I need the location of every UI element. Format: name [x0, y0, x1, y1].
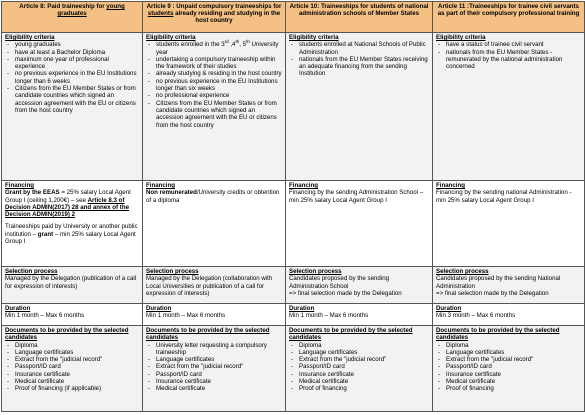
section-title: Eligibility criteria	[5, 34, 55, 41]
eligibility-row	[2, 33, 585, 181]
documents-cell-2	[143, 326, 286, 412]
header-article-10: Article 10: Traineeships for students of national administration schools of Member States	[286, 2, 433, 33]
list-item: - Extract from the "judicial record"	[446, 356, 581, 363]
list-item: - Proof of financing (if applicable)	[15, 385, 139, 392]
list-item: - Extract from the "judicial record"	[15, 356, 139, 363]
financing-text-university: Traineeships paid by University or another public institution – grant – min 25% salary Local Agent Group I	[5, 223, 138, 246]
documents-cell-1	[2, 326, 143, 412]
traineeship-comparison-document	[1, 1, 584, 414]
selection-cell-2	[143, 267, 286, 304]
list-item: - Proof of financing	[299, 385, 429, 392]
list-item: - Medical certificate	[156, 385, 282, 392]
duration-cell-3	[286, 304, 433, 326]
duration-cell-2	[143, 304, 286, 326]
section-title: Financing	[5, 182, 34, 189]
list-item: - Language certificates	[446, 349, 581, 356]
documents-list-3	[289, 342, 429, 393]
list-item: - Insurance certificate	[446, 371, 581, 378]
eligibility-list-2	[146, 41, 282, 129]
financing-cell-2	[143, 181, 286, 267]
header-article-11: Article 11 :Traineeships for trainee civil servants as part of their compulsory professional training	[433, 2, 585, 33]
financing-text: Financing by the sending Administration School – min 25% salary Local Agent Group I	[289, 189, 424, 204]
list-item: - Extract from the "judicial record"	[156, 363, 282, 370]
list-item: - undertaking a compulsory traineeship within the framework of their studies	[156, 56, 282, 71]
list-item: - Language certificates	[156, 356, 282, 363]
section-title: Financing	[436, 182, 465, 189]
documents-list-2	[146, 342, 282, 393]
eligibility-list-1	[5, 41, 139, 114]
list-item: - Proof of financing	[446, 385, 581, 392]
traineeship-table	[1, 1, 585, 412]
eligibility-cell-2	[143, 33, 286, 181]
financing-cell-4	[433, 181, 585, 267]
duration-text: Min 1 month – Max 6 months	[289, 312, 369, 320]
list-item: - Passport/ID card	[15, 363, 139, 370]
section-title: Duration	[289, 305, 315, 312]
financing-cell-1	[2, 181, 143, 267]
list-item: - Diploma	[299, 342, 429, 349]
eligibility-list-4	[436, 41, 581, 70]
selection-text: Candidates proposed by the sending Administration School	[289, 275, 390, 290]
eligibility-cell-3	[286, 33, 433, 181]
selection-text: Managed by the Delegation (collaboration with Local Universities or publication of a call for expression of interests)	[146, 275, 273, 297]
selection-cell-1	[2, 267, 143, 304]
duration-cell-4	[433, 304, 585, 326]
section-title: Documents to be provided by the selected candidates	[5, 327, 129, 342]
list-item: - young graduates	[15, 41, 139, 48]
documents-row	[2, 326, 585, 412]
financing-cell-3	[286, 181, 433, 267]
section-title: Duration	[436, 305, 462, 312]
eligibility-cell-1	[2, 33, 143, 181]
list-item: - no previous experience in the EU Institutions longer than six weeks	[156, 78, 282, 93]
selection-text-final: => final selection made by the Delegation	[289, 289, 402, 297]
header-row	[2, 2, 585, 33]
financing-text: Financing by the sending national Administration - min 25% salary Local Agent Group I	[436, 189, 572, 204]
list-item: - Citizens from the EU Member States or from candidate countries which signed an accession agreement with the EU or citizens from the host country	[15, 85, 139, 114]
section-title: Selection process	[5, 268, 58, 275]
selection-cell-4	[433, 267, 585, 304]
section-title: Selection process	[436, 268, 489, 275]
financing-row	[2, 181, 585, 267]
list-item: - Diploma	[446, 342, 581, 349]
list-item: - Medical certificate	[299, 378, 429, 385]
list-item: - Passport/ID card	[156, 371, 282, 378]
list-item: - Insurance certificate	[15, 371, 139, 378]
section-title: Financing	[289, 182, 318, 189]
header-article-8: Article 8: Paid traineeship for young graduates	[2, 2, 143, 33]
duration-row	[2, 304, 585, 326]
list-item: - Language certificates	[15, 349, 139, 356]
list-item: - no professional experience	[156, 92, 282, 99]
section-title: Financing	[146, 182, 175, 189]
list-item: - Passport/ID card	[446, 363, 581, 370]
section-title: Documents to be provided by the selected candidates	[436, 327, 560, 342]
section-title: Documents to be provided by the selected candidates	[289, 327, 413, 342]
list-item: - students enrolled at National Schools of Public Administration	[299, 41, 429, 56]
section-title: Documents to be provided by the selected candidates	[146, 327, 270, 342]
list-item: - Insurance certificate	[156, 378, 282, 385]
list-item: - Language certificates	[299, 349, 429, 356]
list-item: - no previous experience in the EU Institutions longer than 6 weeks	[15, 70, 139, 85]
financing-text: Non remunerated/University credits or obtention of a diploma	[146, 189, 280, 204]
list-item: - nationals from the EU Member States receiving an adequate financing from the sending Institution	[299, 56, 429, 78]
eligibility-list-3	[289, 41, 429, 77]
selection-text: Candidates proposed by the sending National Administration	[436, 275, 561, 290]
list-item: - Medical certificate	[15, 378, 139, 385]
list-item: - Citizens from the EU Member States or from candidate countries which signed an accession agreement with the EU or citizens from the host country	[156, 100, 282, 129]
documents-list-4	[436, 342, 581, 393]
list-item: - Diploma	[15, 342, 139, 349]
eligibility-cell-4	[433, 33, 585, 181]
documents-cell-4	[433, 326, 585, 412]
selection-text: Managed by the Delegation (publication of a call for expression of interests)	[5, 275, 137, 290]
documents-list-1	[5, 342, 139, 393]
section-title: Selection process	[289, 268, 342, 275]
list-item: - Passport/ID card	[299, 363, 429, 370]
list-item: - Extract from the "judicial record"	[299, 356, 429, 363]
duration-text: Min 3 month – Max 6 months	[436, 312, 516, 320]
list-item: - Medical certificate	[446, 378, 581, 385]
list-item: - maximum one year of professional experience	[15, 56, 139, 71]
list-item: - have a status of trainee civil servant	[446, 41, 581, 48]
list-item: - have at least a Bachelor Diploma	[15, 49, 139, 56]
selection-cell-3	[286, 267, 433, 304]
selection-row	[2, 267, 585, 304]
documents-cell-3	[286, 326, 433, 412]
section-title: Eligibility criteria	[146, 34, 196, 41]
list-item: - University letter requesting a compulsory traineeship	[156, 342, 282, 357]
list-item: - nationals from the EU Member States - remunerated by the national administration concerned	[446, 49, 581, 71]
duration-text: Min 1 month – Max 6 months	[5, 312, 85, 320]
section-title: Eligibility criteria	[436, 34, 486, 41]
selection-text-final: => final selection made by the Delegation	[436, 289, 549, 297]
duration-text: Min 1 month – Max 6 months	[146, 312, 226, 320]
section-title: Duration	[146, 305, 172, 312]
financing-text-grant: Grant by the EEAS = 25% salary Local Agent Group I (ceiling 1,200€) – see Article 8.3 of Decision ADMIN(2017) 28 and annex of the Decision ADMIN(2019) 2	[5, 189, 131, 219]
duration-cell-1	[2, 304, 143, 326]
header-article-9: Article 9 : Unpaid compulsory traineeships for students already residing and studying in the host country	[143, 2, 286, 33]
list-item: - Insurance certificate	[299, 371, 429, 378]
section-title: Duration	[5, 305, 31, 312]
section-title: Eligibility criteria	[289, 34, 339, 41]
list-item: - students enrolled in the 3rd ,4th, 5th University year	[156, 41, 282, 56]
list-item: - already studying & residing in the host country	[156, 70, 282, 77]
section-title: Selection process	[146, 268, 199, 275]
